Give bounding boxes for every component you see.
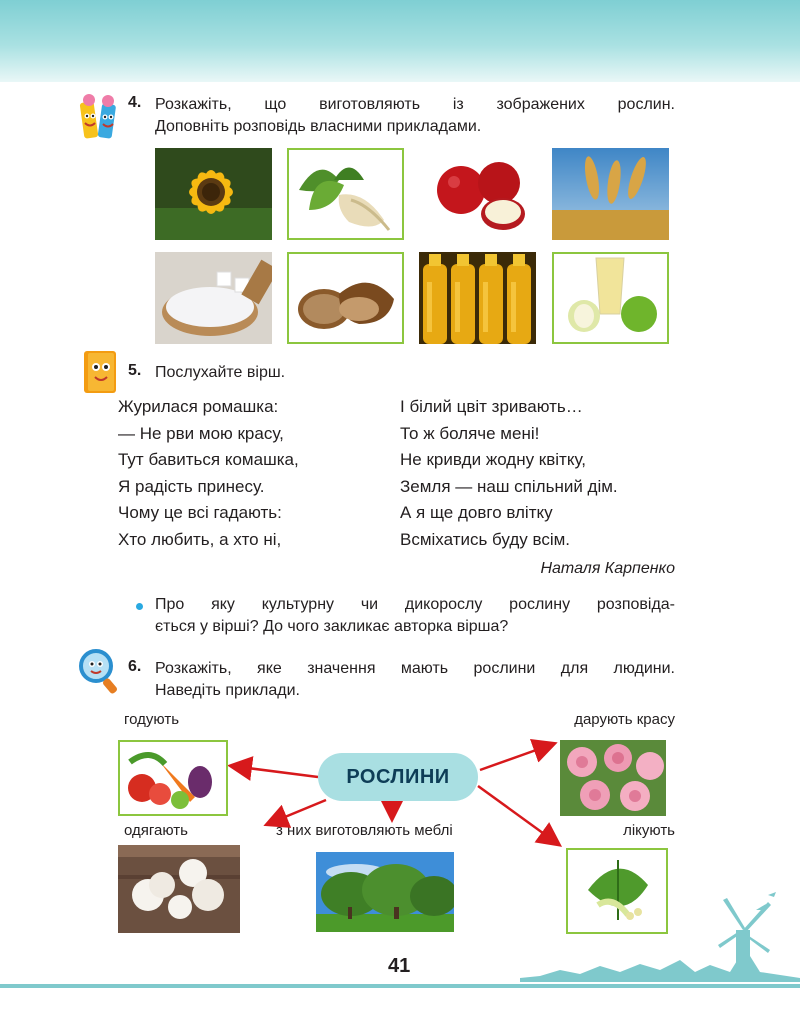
roses-photo — [560, 740, 666, 816]
poem-author: Наталя Карпенко — [540, 560, 675, 577]
task-5-title: Послухайте вірш. — [155, 364, 286, 381]
task-4-number: 4. — [128, 94, 142, 111]
poem-line: І білий цвіт зривають… — [400, 397, 583, 416]
wheat-photo — [552, 148, 669, 240]
task-5-number: 5. — [128, 362, 142, 379]
poem-line: — Не рви мою красу, — [118, 423, 284, 443]
task-6-line-1: Розкажіть, яке значення мають рослини для людини. — [155, 660, 675, 677]
apple-juice-photo — [552, 252, 669, 344]
question-line-2: ється у вірші? До чого закликає авторка вірша? — [155, 618, 509, 635]
label-clothe: одягають — [124, 822, 188, 839]
sugar-beet-photo — [287, 148, 404, 240]
poem-line: То ж боляче мені! — [400, 423, 540, 443]
poem-line: Не кривди жодну квітку, — [400, 450, 586, 469]
label-feed: годують — [124, 711, 180, 728]
task-4-line-2: Доповніть розповідь власними прикладами. — [155, 118, 482, 135]
task-5-question — [155, 594, 675, 638]
cotton-photo — [118, 845, 240, 933]
label-beauty: дарують красу — [574, 711, 675, 728]
sunflower-oil-photo — [419, 252, 536, 344]
poem-line: Чому це всі гадають: — [118, 503, 282, 522]
task-6-number: 6. — [128, 658, 142, 675]
windmill-landscape-decoration — [520, 890, 800, 990]
vegetables-photo — [118, 740, 228, 816]
page-number: 41 — [388, 955, 411, 977]
task-4-text — [155, 94, 675, 138]
poem-line: Журилася ромашка: — [118, 397, 279, 416]
page-header-band — [0, 0, 800, 82]
bullet-icon — [136, 603, 143, 610]
bread-photo — [287, 252, 404, 344]
task-6-line-2: Наведіть приклади. — [155, 682, 300, 699]
plants-center-label: РОСЛИНИ — [346, 766, 450, 788]
task-6-text — [155, 658, 675, 702]
label-furniture: з них виготовляють меблі — [276, 822, 453, 839]
plants-center-bubble — [318, 753, 478, 801]
trees-photo — [316, 852, 454, 932]
sunflower-photo — [155, 148, 272, 240]
poem-right-column — [400, 394, 618, 553]
label-heal: лікують — [623, 822, 675, 839]
poem-line: Всміхатись буду всім. — [400, 529, 571, 549]
apples-photo — [419, 148, 536, 240]
task-4-line-1: Розкажіть, що виготовляють із зображених рослин. — [155, 96, 675, 113]
question-line-1: Про яку культурну чи дикорослу рослину розповіда- — [155, 596, 675, 613]
poem-line: Тут бавиться комашка, — [118, 450, 299, 469]
footer-line — [0, 984, 800, 988]
poem-line: Я радість принесу. — [118, 476, 265, 496]
magnifier-icon — [76, 646, 122, 694]
poem-line: Земля — наш спільний дім. — [400, 476, 618, 496]
pencils-icon — [76, 92, 124, 146]
poem-line: Хто любить, а хто ні, — [118, 529, 282, 549]
book-icon — [78, 347, 122, 397]
sugar-photo — [155, 252, 272, 344]
poem-left-column — [118, 394, 299, 553]
poem-line: А я ще довго влітку — [400, 503, 553, 522]
